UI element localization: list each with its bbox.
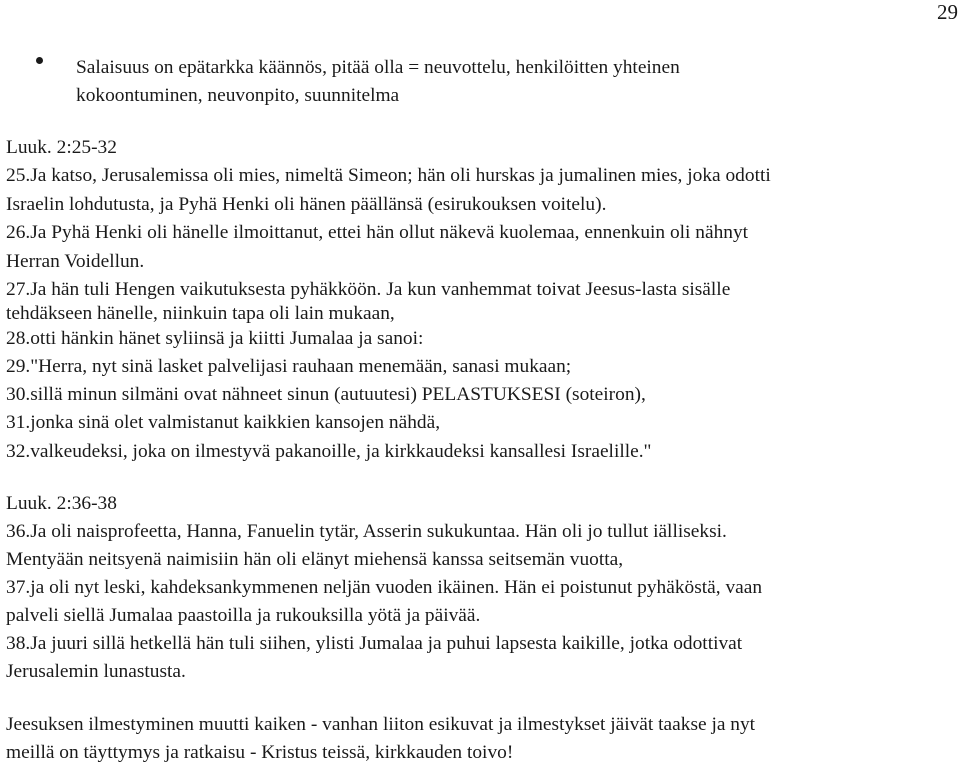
verse-line: palveli siellä Jumalaa paastoilla ja rukouksilla yötä ja päivää. (6, 605, 481, 626)
verse-line: 27.Ja hän tuli Hengen vaikutuksesta pyhäkköön. Ja kun vanhemmat toivat Jeesus-lasta sisälle (6, 279, 731, 300)
verse-line: 30.sillä minun silmäni ovat nähneet sinun (autuutesi) PELASTUKSESI (soteiron), (6, 384, 646, 405)
verse-line: 25.Ja katso, Jerusalemissa oli mies, nimeltä Simeon; hän oli hurskas ja jumalinen mies, joka odotti (6, 165, 771, 186)
verse-line: 26.Ja Pyhä Henki oli hänelle ilmoittanut, ettei hän ollut näkevä kuolemaa, ennenkuin oli nähnyt (6, 222, 749, 243)
conclusion-line: Jeesuksen ilmestyminen muutti kaiken - vanhan liiton esikuvat ja ilmestykset jäivät taakse ja nyt (6, 714, 756, 735)
bullet-icon (36, 57, 43, 64)
conclusion-line: meillä on täyttymys ja ratkaisu - Kristus teissä, kirkkauden toivo! (6, 742, 514, 763)
verse-line: tehdäkseen hänelle, niinkuin tapa oli lain mukaan, (6, 303, 395, 324)
verse-line: 32.valkeudeksi, joka on ilmestyvä pakanoille, ja kirkkaudeksi kansallesi Israelille." (6, 441, 652, 462)
bullet-text-line-1: Salaisuus on epätarkka käännös, pitää olla = neuvottelu, henkilöitten yhteinen (76, 57, 680, 78)
bullet-text-line-2: kokoontuminen, neuvonpito, suunnitelma (76, 85, 400, 106)
verse-line: 31.jonka sinä olet valmistanut kaikkien kansojen nähdä, (6, 412, 441, 433)
verse-line: Jerusalemin lunastusta. (6, 661, 186, 682)
page-number: 29 (937, 0, 958, 24)
verse-line: 37.ja oli nyt leski, kahdeksankymmenen neljän vuoden ikäinen. Hän ei poistunut pyhäköstä, vaan (6, 577, 763, 598)
verse-line: 29."Herra, nyt sinä lasket palvelijasi rauhaan menemään, sanasi mukaan; (6, 356, 572, 377)
verse-line: Mentyään neitsyenä naimisiin hän oli elänyt miehensä kanssa seitsemän vuotta, (6, 549, 624, 570)
verse-line: Herran Voidellun. (6, 251, 145, 272)
verse-line: 36.Ja oli naisprofeetta, Hanna, Fanuelin tytär, Asserin sukukuntaa. Hän oli jo tullut iälliseksi. (6, 521, 727, 542)
verse-line: 28.otti hänkin hänet syliinsä ja kiitti Jumalaa ja sanoi: (6, 328, 424, 349)
verse-line: Israelin lohdutusta, ja Pyhä Henki oli hänen päällänsä (esirukouksen voitelu). (6, 194, 607, 215)
verse-line: 38.Ja juuri sillä hetkellä hän tuli siihen, ylisti Jumalaa ja puhui lapsesta kaikille, jotka odottivat (6, 633, 743, 654)
scripture-reference-1: Luuk. 2:25-32 (6, 137, 117, 158)
scripture-reference-2: Luuk. 2:36-38 (6, 493, 117, 514)
